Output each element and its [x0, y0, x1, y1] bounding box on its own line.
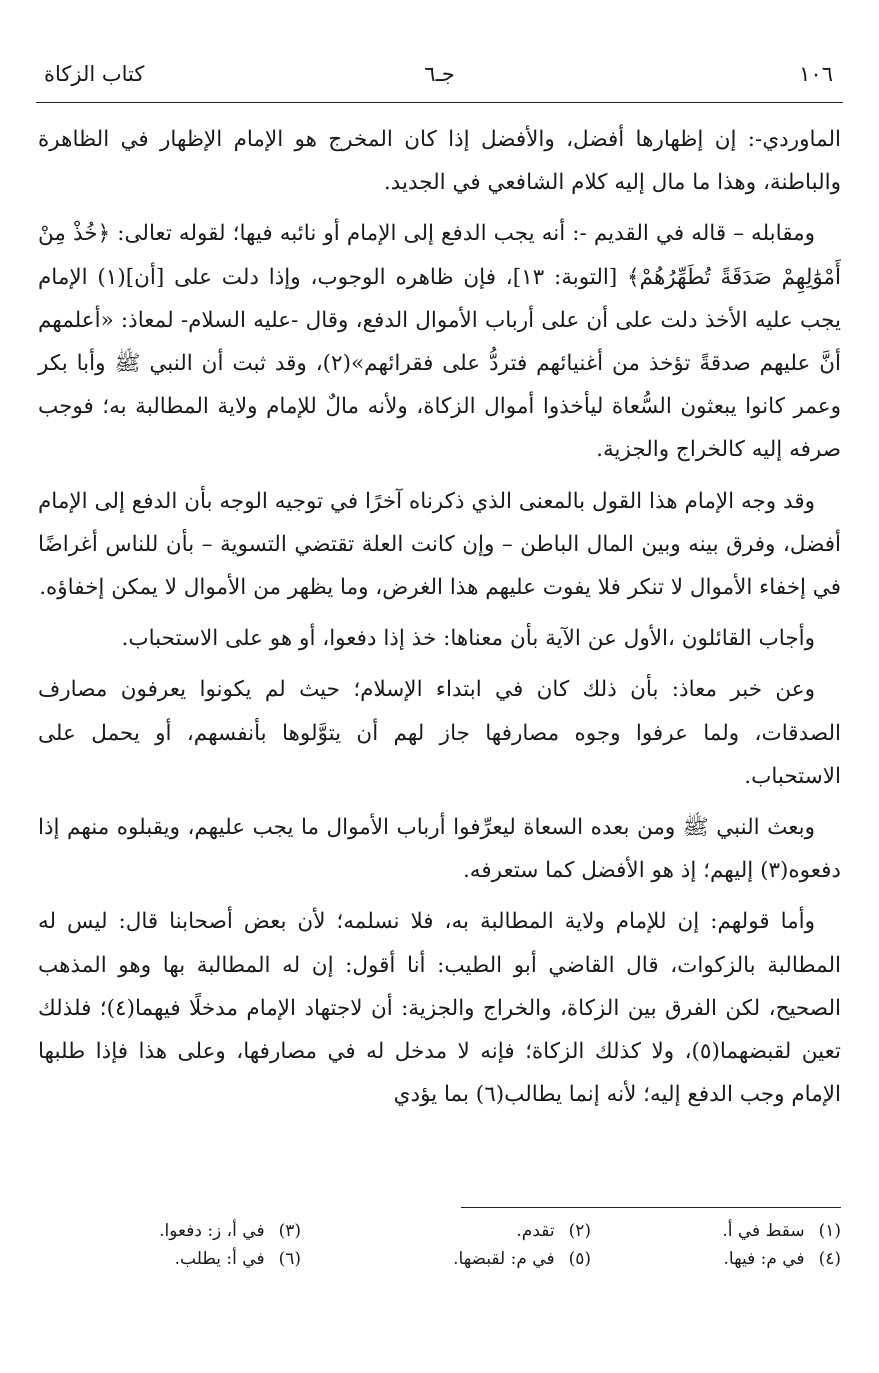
footnote-text: في أ، ز: دفعوا. — [159, 1221, 265, 1241]
paragraph: وأجاب القائلون ،الأول عن الآية بأن معناها: خذ إذا دفعوا، أو هو على الاستحباب. — [121, 626, 815, 652]
footnote — [591, 1217, 841, 1245]
paragraph: وبعث النبي ﷺ ومن بعده السعاة ليعرِّفوا أرباب الأموال ما يجب عليهم، ويقبلوه منهم إذا دفعوه(٣) إليهم؛ إذ هو الأفضل كما ستعرفه. — [38, 815, 841, 884]
footnote-number: (١) — [818, 1221, 841, 1241]
main-text — [38, 118, 841, 1124]
footnote-row — [60, 1245, 841, 1273]
footnote-text: في م: لقبضها. — [453, 1249, 555, 1269]
footnote — [101, 1245, 301, 1273]
footnote-number: (٦) — [278, 1249, 301, 1269]
footnote — [591, 1245, 841, 1273]
paragraph: وقد وجه الإمام هذا القول بالمعنى الذي ذكرناه آخرًا في توجيه الوجه بأن الدفع إلى الإمام أفضل، وفرق بينه وبين المال الباطن – وإن كانت العلة تقتضي التسوية – بأن للناس أغراضًا في إخفاء الأموال لا تنكر فلا يفوت عليهم هذا الغرض، وما يظهر من الأموال لا يمكن إخفاؤه. — [38, 488, 841, 601]
volume-label: جـ٦ — [424, 62, 455, 86]
book-title: كتاب الزكاة — [44, 62, 145, 86]
footnote — [101, 1217, 301, 1245]
page-number: ١٠٦ — [799, 62, 833, 86]
footnote-text: في أ: يطلب. — [174, 1249, 265, 1269]
paragraph: ومقابله – قاله في القديم -: أنه يجب الدفع إلى الإمام أو نائبه فيها؛ لقوله تعالى: ﴿خُذْ مِنْ أَمْوَٰلِهِمْ صَدَقَةً تُطَهِّرُهُمْ﴾ [التوبة: ١٣]، فإن ظاهره الوجوب، وإذا دلت على [أن](١) الإمام يجب عليه الأخذ دلت على أن على أرباب الأموال الدفع، وقال -عليه السلام- لمعاذ: «أعلمهم أنَّ عليهم صدقةً تؤخذ من أغنيائهم فتردُّ على فقرائهم»(٢)، وقد ثبت أن النبي ﷺ وأبا بكر وعمر كانوا يبعثون السُّعاة ليأخذوا أموال الزكاة، ولأنه مالٌ للإمام ولاية المطالبة به؛ فوجب صرفه إليه كالخراج والجزية. — [38, 221, 842, 463]
footnote-number: (٢) — [568, 1221, 591, 1241]
header-divider — [36, 102, 843, 103]
footnote-number: (٥) — [568, 1249, 591, 1269]
footnote-text: سقط في أ. — [722, 1221, 805, 1241]
footnote — [301, 1217, 591, 1245]
paragraph: وعن خبر معاذ: بأن ذلك كان في ابتداء الإسلام؛ حيث لم يكونوا يعرفون مصارف الصدقات، ولما عرفوا وجوه مصارفها جاز لهم أن يتوَّلوها بأنفسهم، أو يحمل على الاستحباب. — [38, 677, 841, 789]
page-header — [36, 58, 843, 98]
footnote-text: في م: فيها. — [723, 1249, 805, 1269]
footnotes — [60, 1217, 841, 1273]
paragraph: الماوردي-: إن إظهارها أفضل، والأفضل إذا كان المخرج هو الإمام الإظهار في الظاهرة والباطنة، وهذا ما مال إليه كلام الشافعي في الجديد. — [38, 127, 841, 196]
footnote-number: (٣) — [278, 1221, 301, 1241]
footnote — [301, 1245, 591, 1273]
footnote-text: تقدم. — [516, 1221, 555, 1241]
footnote-divider — [461, 1207, 841, 1208]
paragraph: وأما قولهم: إن للإمام ولاية المطالبة به، فلا نسلمه؛ لأن بعض أصحابنا قال: ليس له المطالبة بالزكوات، قال القاضي أبو الطيب: أنا أقول: إن له المطالبة بها وهو المذهب الصحيح، لكن الفرق بين الزكاة، والخراج والجزية: أن لاجتهاد الإمام مدخلًا فيهما(٤)؛ فلذلك تعين لقبضهما(٥)، ولا كذلك الزكاة؛ فإنه لا مدخل له في مصارفها، وعلى هذا فإذا طلبها الإمام وجب الدفع إليه؛ لأنه إنما يطالب(٦) بما يؤدي — [38, 909, 841, 1108]
footnote-number: (٤) — [818, 1249, 841, 1269]
footnote-row — [60, 1217, 841, 1245]
